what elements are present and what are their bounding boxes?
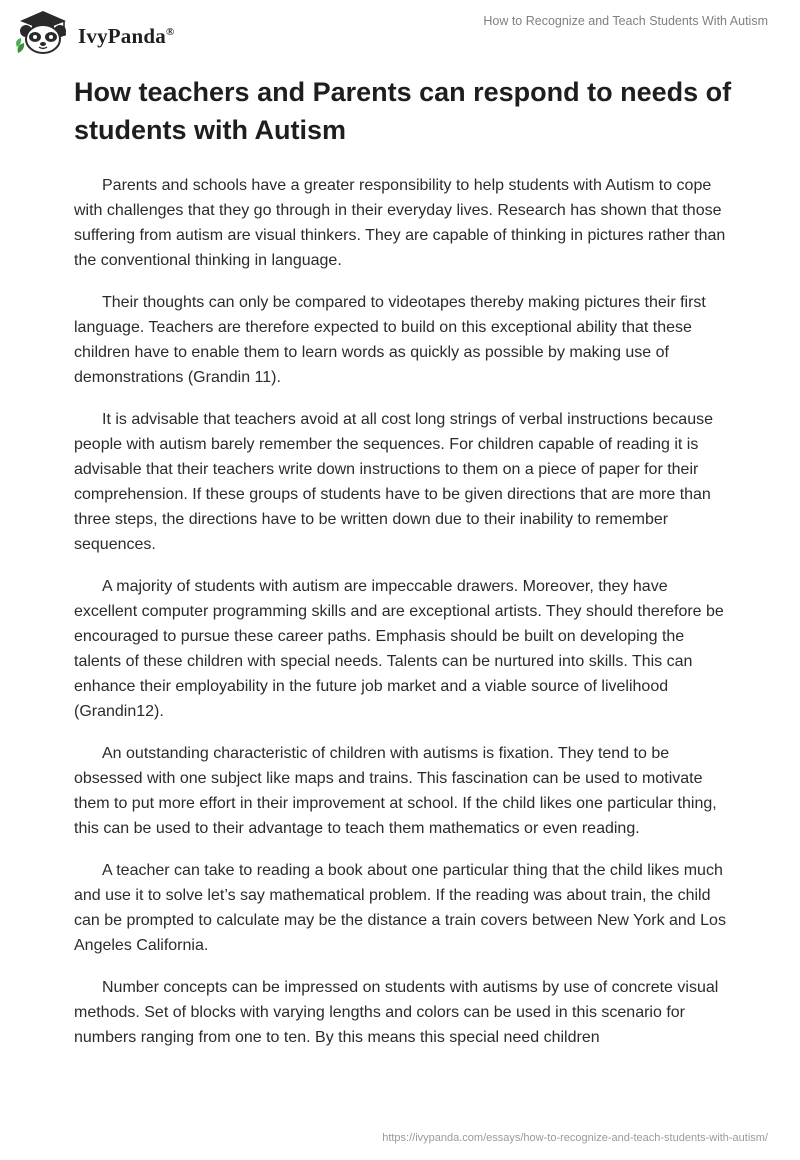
- article-heading: How teachers and Parents can respond to needs of students with Autism: [74, 77, 732, 145]
- paragraph: Number concepts can be impressed on students with autisms by use of concrete visual methods. Set of blocks with varying lengths and colors can be used in this scenario for numbers ranging from one to ten. By this means this special need children: [74, 979, 719, 1046]
- paragraph: It is advisable that teachers avoid at all cost long strings of verbal instructions because people with autism barely remember the sequences. For children capable of reading it is advisable that their teachers write down instructions to them on a piece of paper for their comprehension. If these groups of students have to be given directions that are more than three steps, the directions have to be written down due to their inability to remember sequences.: [74, 411, 713, 553]
- article-body: [74, 173, 734, 1067]
- panda-graduate-icon: [14, 9, 72, 55]
- ivypanda-logo[interactable]: [14, 9, 192, 55]
- source-url[interactable]: https://ivypanda.com/essays/how-to-recognize-and-teach-students-with-autism/: [382, 1132, 768, 1144]
- logo-text: IvyPanda®: [78, 24, 175, 48]
- paragraph: An outstanding characteristic of children with autisms is fixation. They tend to be obsessed with one subject like maps and trains. This fascination can be used to motivate them to put more effort in their improvement at school. If the child likes one particular thing, this can be used to their advantage to teach them mathematics or even reading.: [74, 745, 717, 837]
- page-header: [0, 0, 800, 62]
- paragraph: A majority of students with autism are impeccable drawers. Moreover, they have excellent computer programming skills and are exceptional artists. They should therefore be encouraged to pursue these career paths. Emphasis should be built on developing the talents of these children with special needs. Talents can be nurtured into skills. This can enhance their employability in the future job market and a viable source of livelihood (Grandin12).: [74, 578, 724, 720]
- paragraph: Their thoughts can only be compared to videotapes thereby making pictures their first language. Teachers are therefore expected to build on this exceptional ability that these children have to enable them to learn words as quickly as possible by making use of demonstrations (Grandin 11).: [74, 294, 706, 386]
- paragraph: Parents and schools have a greater responsibility to help students with Autism to cope with challenges that they go through in their everyday lives. Research has shown that those suffering from autism are visual thinkers. They are capable of thinking in pictures rather than the conventional thinking in language.: [74, 177, 726, 269]
- document-title: How to Recognize and Teach Students With Autism: [483, 14, 768, 28]
- registered-mark: ®: [165, 26, 175, 38]
- paragraph: A teacher can take to reading a book about one particular thing that the child likes much and use it to solve let’s say mathematical problem. If the reading was about train, the child can be prompted to calculate may be the distance a train covers between New York and Los Angeles California.: [74, 862, 726, 954]
